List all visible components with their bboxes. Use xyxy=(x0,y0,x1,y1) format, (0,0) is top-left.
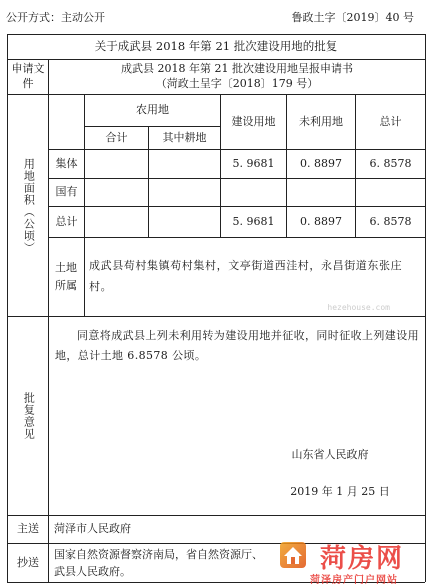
table-cell xyxy=(356,179,425,206)
table-cell xyxy=(85,179,148,206)
location-text: 成武县苟村集镇苟村集村，文亭街道西洼村，永昌街道东张庄村。 xyxy=(89,259,403,293)
application-line-2: （菏政土呈字〔2018〕179 号） xyxy=(155,77,319,90)
row-label-collective: 集体 xyxy=(55,156,78,170)
location-label: 土地所属 xyxy=(55,261,77,292)
row-label-state: 国有 xyxy=(55,185,78,199)
send-to-label: 主送 xyxy=(17,522,39,536)
col-divider xyxy=(48,59,49,582)
issue-date: 2019 年 1 月 25 日 xyxy=(290,484,390,498)
watermark-brand: 菏房网 xyxy=(320,544,405,574)
header-unused: 未利用地 xyxy=(299,114,343,128)
header-agricultural: 农用地 xyxy=(136,103,169,117)
table-cell: 6. 8578 xyxy=(369,156,412,170)
header-subtotal: 合计 xyxy=(105,130,128,144)
area-label: 用地面积（公顷） xyxy=(22,157,36,254)
cc-line-2: 武县人民政府。 xyxy=(54,565,131,578)
cc-line-1: 国家自然资源督察济南局，省自然资源厅、 xyxy=(54,547,263,561)
document-title: 关于成武县 2018 年第 21 批次建设用地的批复 xyxy=(94,39,338,54)
watermark-site: hezehouse.com xyxy=(327,303,390,312)
header-total: 总计 xyxy=(379,114,402,128)
row-label-total: 总计 xyxy=(55,214,78,228)
approval-label: 批复意见 xyxy=(22,392,36,440)
table-cell: 0. 8897 xyxy=(300,156,342,170)
table-cell xyxy=(149,207,220,237)
table-border-bottom xyxy=(7,582,425,583)
header-arable: 其中耕地 xyxy=(162,130,207,144)
issuer: 山东省人民政府 xyxy=(291,447,369,461)
table-cell xyxy=(85,150,148,178)
application-line-1: 成武县 2018 年第 21 批次建设用地呈报申请书 xyxy=(121,62,353,76)
table-cell xyxy=(149,150,220,178)
document-number: 鲁政土字〔2019〕40 号 xyxy=(291,11,414,24)
approval-text: 同意将成武县上列未利用转为建设用地并征收，同时征收上列建设用地，总计土地 6.8578 公顷。 xyxy=(55,329,419,362)
table-cell xyxy=(287,179,355,206)
row-divider xyxy=(7,316,425,317)
table-cell: 5. 9681 xyxy=(232,156,275,170)
table-cell xyxy=(149,179,220,206)
application-file xyxy=(49,60,425,94)
cc-recipients xyxy=(54,545,314,581)
table-cell xyxy=(85,207,148,237)
send-to: 菏泽市人民政府 xyxy=(54,522,131,536)
table-cell: 5. 9681 xyxy=(232,214,275,228)
table-border-right xyxy=(425,34,426,582)
application-label: 申请文件 xyxy=(11,62,45,90)
cc-label: 抄送 xyxy=(17,555,39,569)
disclosure-method: 公开方式：主动公开 xyxy=(6,11,105,24)
row-divider xyxy=(7,543,425,544)
table-cell: 6. 8578 xyxy=(369,214,412,228)
header-construction: 建设用地 xyxy=(231,114,276,128)
table-cell xyxy=(221,179,286,206)
table-cell: 0. 8897 xyxy=(300,214,342,228)
watermark-slogan: 菏泽房产门户网站 xyxy=(310,575,398,586)
